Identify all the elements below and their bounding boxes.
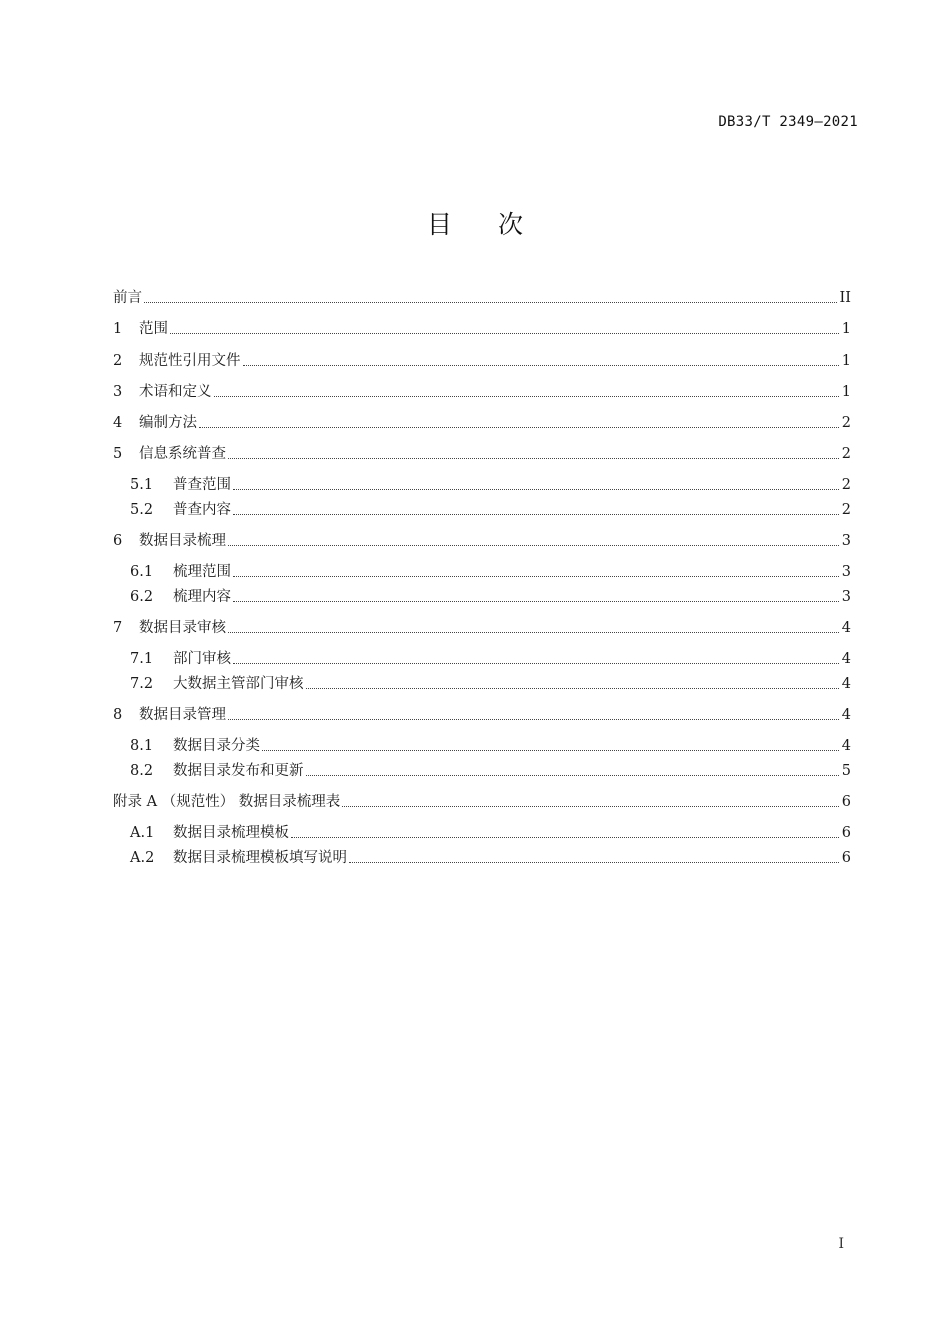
toc-entry-page: 1 <box>841 353 851 369</box>
toc-entry-title: 数据目录梳理 <box>139 533 226 549</box>
toc-entry-title: 梳理范围 <box>173 564 231 580</box>
toc-entry[interactable] <box>113 705 851 725</box>
toc-entry-number: 6 <box>113 533 123 549</box>
toc-entry[interactable] <box>113 531 851 551</box>
toc-entry[interactable] <box>130 562 851 582</box>
toc-entry-page: 6 <box>841 850 851 866</box>
toc-entry-number: 7 <box>113 620 123 636</box>
toc-entry[interactable] <box>130 587 851 607</box>
toc-entry[interactable] <box>113 319 851 339</box>
toc-entry-title: 数据目录分类 <box>173 738 260 754</box>
toc-entry-title: 规范性引用文件 <box>139 353 241 369</box>
toc-entry-page: 3 <box>841 564 851 580</box>
toc-entry-number: 5.2 <box>130 502 154 518</box>
toc-entry-page: 3 <box>841 533 851 549</box>
toc-entry-page: 2 <box>841 502 851 518</box>
toc-entry-title: 数据目录发布和更新 <box>173 763 304 779</box>
toc-entry-number: 6.2 <box>130 589 154 605</box>
toc-entry-number: 7.2 <box>130 676 154 692</box>
toc-entry-page: 6 <box>841 794 851 810</box>
toc-entry[interactable] <box>130 500 851 520</box>
toc-entry-page: 4 <box>841 707 851 723</box>
toc-entry-number: 5.1 <box>130 477 154 493</box>
toc-entry-title: 附录 A （规范性） 数据目录梳理表 <box>113 794 341 810</box>
toc-entry[interactable] <box>130 823 851 843</box>
toc-entry-page: 4 <box>841 620 851 636</box>
toc-entry[interactable] <box>113 288 851 308</box>
toc-entry-title: 数据目录审核 <box>139 620 226 636</box>
toc-entry-number: 6.1 <box>130 564 154 580</box>
toc-entry-title: 信息系统普查 <box>139 446 226 462</box>
toc-leader-dots <box>291 837 839 838</box>
toc-entry-number: 3 <box>113 384 123 400</box>
toc-entry-page: 2 <box>841 477 851 493</box>
toc-entry[interactable] <box>113 792 851 812</box>
toc-leader-dots <box>306 775 839 776</box>
toc-entry-page: II <box>839 290 851 306</box>
toc-entry-number: 4 <box>113 415 123 431</box>
toc-entry[interactable] <box>130 674 851 694</box>
toc-entry-title: 数据目录梳理模板填写说明 <box>173 850 347 866</box>
toc-entry-number: 8.2 <box>130 763 154 779</box>
toc-entry[interactable] <box>113 351 851 371</box>
toc-leader-dots <box>233 489 839 490</box>
toc-leader-dots <box>228 458 839 459</box>
toc-leader-dots <box>199 427 839 428</box>
toc-entry[interactable] <box>113 444 851 464</box>
toc-leader-dots <box>228 545 839 546</box>
toc-entry-title: 大数据主管部门审核 <box>173 676 304 692</box>
toc-leader-dots <box>214 396 839 397</box>
toc-entry-number: 8.1 <box>130 738 154 754</box>
toc-leader-dots <box>233 514 839 515</box>
toc-entry-page: 1 <box>841 384 851 400</box>
toc-leader-dots <box>228 719 839 720</box>
toc-entry-title: 普查内容 <box>173 502 231 518</box>
toc-entry-title: 数据目录管理 <box>139 707 226 723</box>
toc-entry-page: 6 <box>841 825 851 841</box>
document-code: DB33/T 2349—2021 <box>718 114 858 130</box>
toc-entry-number: 2 <box>113 353 123 369</box>
toc-entry-page: 1 <box>841 321 851 337</box>
toc-entry-number: 1 <box>113 321 123 337</box>
toc-entry[interactable] <box>130 475 851 495</box>
toc-entry[interactable] <box>130 761 851 781</box>
toc-entry-title: 术语和定义 <box>139 384 212 400</box>
toc-entry-title: 前言 <box>113 290 142 306</box>
toc-leader-dots <box>170 333 839 334</box>
toc-entry-page: 4 <box>841 676 851 692</box>
page-number: I <box>838 1236 844 1252</box>
toc-entry-title: 梳理内容 <box>173 589 231 605</box>
toc-entry-title: 普查范围 <box>173 477 231 493</box>
toc-entry-number: A.2 <box>130 850 155 866</box>
toc-entry-number: 8 <box>113 707 123 723</box>
toc-title: 目次 <box>426 210 569 239</box>
toc-entry-number: 5 <box>113 446 123 462</box>
toc-entry-page: 2 <box>841 446 851 462</box>
toc-entry-title: 范围 <box>139 321 168 337</box>
toc-leader-dots <box>228 632 839 633</box>
toc-entry[interactable] <box>113 413 851 433</box>
toc-leader-dots <box>349 862 839 863</box>
toc-leader-dots <box>243 365 839 366</box>
toc-leader-dots <box>262 750 839 751</box>
toc-entry[interactable] <box>130 649 851 669</box>
toc-entry-number: 7.1 <box>130 651 154 667</box>
toc-leader-dots <box>233 576 839 577</box>
toc-entry-title: 部门审核 <box>173 651 231 667</box>
toc-entry[interactable] <box>130 848 851 868</box>
toc-entry-number: A.1 <box>130 825 155 841</box>
toc-entry-page: 5 <box>841 763 851 779</box>
toc-leader-dots <box>342 806 838 807</box>
toc-leader-dots <box>144 302 837 303</box>
toc-entry-page: 2 <box>841 415 851 431</box>
toc-leader-dots <box>233 663 839 664</box>
toc-leader-dots <box>233 601 839 602</box>
toc-entry-title: 数据目录梳理模板 <box>173 825 289 841</box>
toc-entry[interactable] <box>113 618 851 638</box>
toc-entry-title: 编制方法 <box>139 415 197 431</box>
toc-entry-page: 4 <box>841 651 851 667</box>
toc-entry-page: 3 <box>841 589 851 605</box>
toc-leader-dots <box>306 688 839 689</box>
toc-entry-page: 4 <box>841 738 851 754</box>
toc-entry[interactable] <box>113 382 851 402</box>
toc-entry[interactable] <box>130 736 851 756</box>
